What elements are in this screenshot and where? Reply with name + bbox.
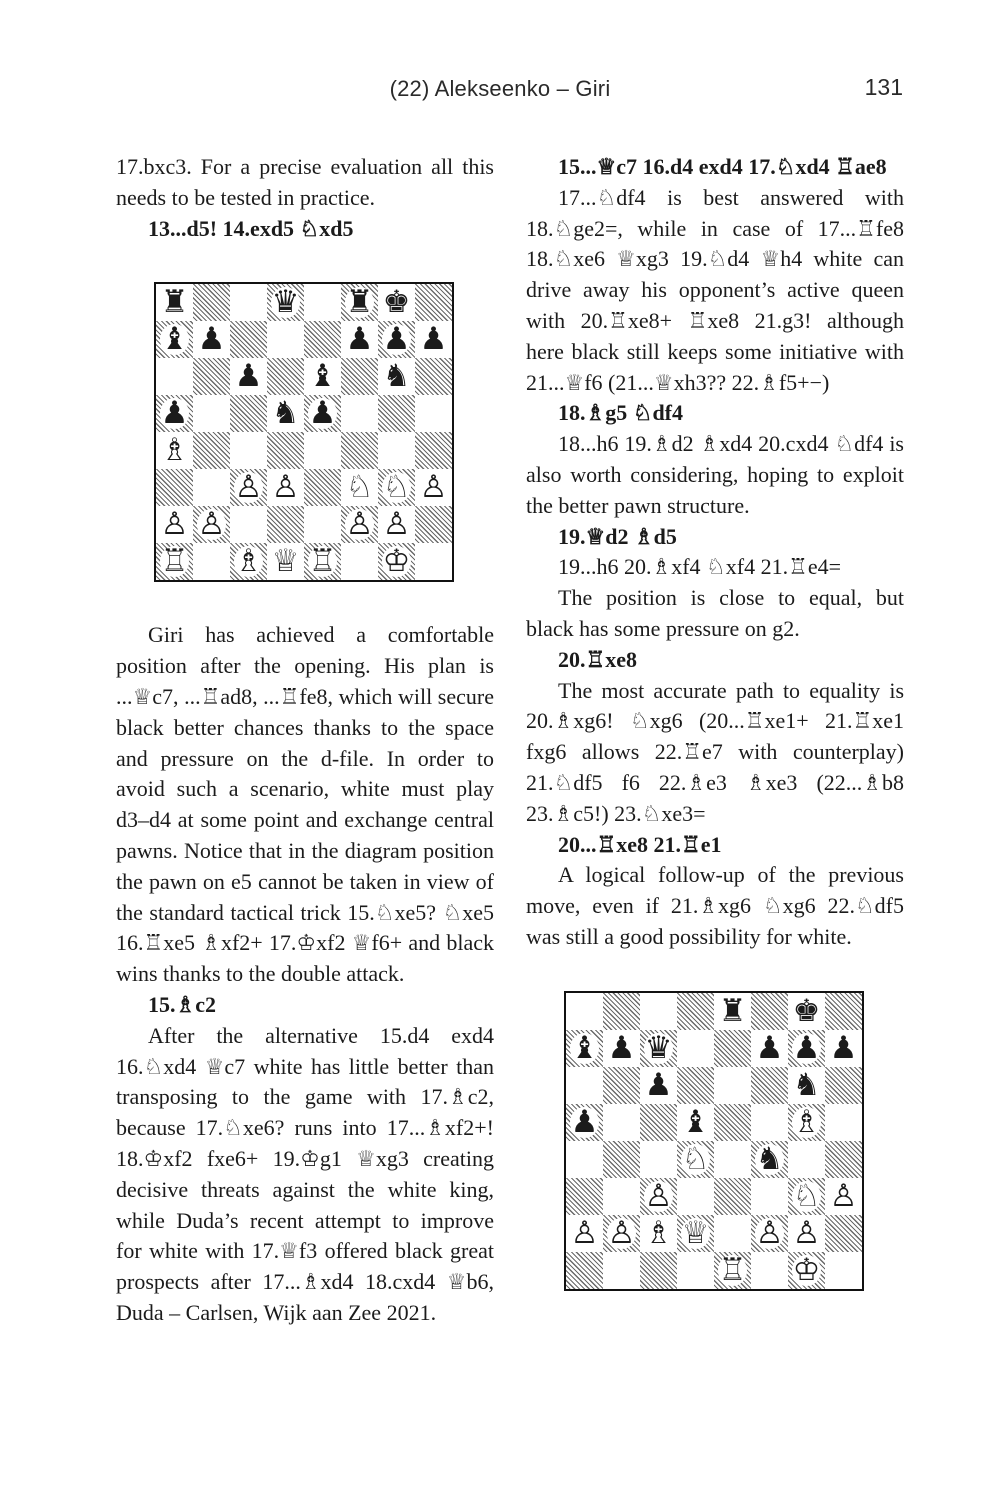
white-pawn-icon: ♙	[419, 469, 448, 506]
square-a2	[156, 506, 193, 543]
black-pawn-icon: ♟	[644, 1066, 673, 1103]
square-f2	[341, 506, 378, 543]
square-d3	[267, 469, 304, 506]
white-queen-icon: ♕	[271, 543, 300, 580]
black-knight-icon: ♞	[755, 1140, 784, 1177]
square-f4	[341, 432, 378, 469]
square-a2	[566, 1215, 603, 1252]
white-pawn-icon: ♙	[160, 506, 189, 543]
white-bishop-icon: ♗	[792, 1103, 821, 1140]
square-c6	[230, 358, 267, 395]
white-pawn-icon: ♙	[607, 1214, 636, 1251]
square-b3	[193, 469, 230, 506]
square-d3	[677, 1178, 714, 1215]
square-f5	[751, 1104, 788, 1141]
white-knight-icon: ♘	[345, 469, 374, 506]
square-g8	[788, 993, 825, 1030]
black-bishop-icon: ♝	[160, 321, 189, 358]
square-d6	[677, 1067, 714, 1104]
paragraph: 18...h6 19.♗d2 ♗xd4 20.cxd4 ♘df4 is also worth considering, hoping to exploit the better pawn structure.	[526, 431, 904, 518]
white-pawn-icon: ♙	[829, 1177, 858, 1214]
square-b4	[603, 1141, 640, 1178]
black-knight-icon: ♞	[792, 1066, 821, 1103]
white-rook-icon: ♖	[718, 1251, 747, 1288]
square-b5	[603, 1104, 640, 1141]
move-heading: 15.♗c2	[148, 991, 216, 1017]
square-a1	[566, 1252, 603, 1289]
white-pawn-icon: ♙	[792, 1214, 821, 1251]
square-b8	[603, 993, 640, 1030]
square-g5	[788, 1104, 825, 1141]
square-f8	[341, 284, 378, 321]
square-e7	[714, 1030, 751, 1067]
square-d4	[267, 432, 304, 469]
running-header	[0, 74, 1000, 104]
square-g1	[788, 1252, 825, 1289]
move-heading: 13...d5! 14.exd5 ♘xd5	[148, 215, 354, 241]
white-queen-icon: ♕	[681, 1214, 710, 1251]
square-f7	[341, 321, 378, 358]
square-b8	[193, 284, 230, 321]
black-pawn-icon: ♟	[755, 1029, 784, 1066]
white-king-icon: ♔	[792, 1251, 821, 1288]
black-pawn-icon: ♟	[419, 321, 448, 358]
white-bishop-icon: ♗	[644, 1214, 673, 1251]
black-pawn-icon: ♟	[570, 1103, 599, 1140]
white-king-icon: ♔	[382, 543, 411, 580]
square-f3	[751, 1178, 788, 1215]
black-bishop-icon: ♝	[681, 1103, 710, 1140]
square-h6	[415, 358, 452, 395]
square-g4	[788, 1141, 825, 1178]
right-column	[526, 152, 904, 1291]
square-b2	[193, 506, 230, 543]
square-d1	[267, 543, 304, 580]
square-c4	[640, 1141, 677, 1178]
square-a8	[156, 284, 193, 321]
square-g2	[788, 1215, 825, 1252]
square-e5	[714, 1104, 751, 1141]
white-pawn-icon: ♙	[345, 506, 374, 543]
white-pawn-icon: ♙	[382, 506, 411, 543]
square-e3	[714, 1178, 751, 1215]
paragraph: A logical follow-up of the previous move, even if 21.♗xg6 ♘xg6 22.♘df5 was still a good possibility for white.	[526, 862, 904, 949]
black-knight-icon: ♞	[382, 358, 411, 395]
square-d2	[267, 506, 304, 543]
chess-board	[154, 282, 454, 582]
square-d8	[267, 284, 304, 321]
square-c5	[640, 1104, 677, 1141]
square-d7	[677, 1030, 714, 1067]
square-e8	[714, 993, 751, 1030]
paragraph: 17...♘df4 is best answered with 18.♘ge2=, while in case of 17...♖fe8 18.♘xe6 ♕xg3 19.♘d4 ♕h4 white can drive away his opponent’s active queen with 20.♖xe8+ ♖xe8 21.g3! although here black still keeps some initiative with 21...♕f6 (21...♕xh3?? 22.♗f5+−)	[526, 184, 904, 395]
square-a7	[156, 321, 193, 358]
square-g4	[378, 432, 415, 469]
square-d4	[677, 1141, 714, 1178]
square-g7	[788, 1030, 825, 1067]
square-g3	[378, 469, 415, 506]
square-g6	[378, 358, 415, 395]
left-column	[116, 152, 494, 1329]
running-title: (22) Alekseenko – Giri	[389, 76, 611, 101]
square-b1	[603, 1252, 640, 1289]
white-pawn-icon: ♙	[755, 1214, 784, 1251]
square-e5	[304, 395, 341, 432]
square-d6	[267, 358, 304, 395]
square-c2	[230, 506, 267, 543]
square-e6	[304, 358, 341, 395]
square-h8	[415, 284, 452, 321]
square-e4	[304, 432, 341, 469]
black-rook-icon: ♜	[345, 284, 374, 321]
white-bishop-icon: ♗	[160, 432, 189, 469]
square-g5	[378, 395, 415, 432]
white-rook-icon: ♖	[160, 543, 189, 580]
square-h7	[825, 1030, 862, 1067]
square-h4	[415, 432, 452, 469]
black-pawn-icon: ♟	[197, 321, 226, 358]
square-d8	[677, 993, 714, 1030]
black-knight-icon: ♞	[271, 395, 300, 432]
paragraph: After the alternative 15.d4 exd4 16.♘xd4 ♕c7 white has little better than transposing to the game with 17.♗c2, because 17.♘xe6? runs into 17...♗xf2+! 18.♔xf2 fxe6+ 19.♔g1 ♕xg3 creating decisive threats against the white king, while Duda’s recent attempt to improve for white with 17.♕f3 offered black great prospects after 17...♗xd4 18.cxd4 ♕b6, Duda – Carlsen, Wijk aan Zee 2021.	[116, 1022, 494, 1325]
square-h2	[415, 506, 452, 543]
square-g6	[788, 1067, 825, 1104]
square-c3	[230, 469, 267, 506]
square-d7	[267, 321, 304, 358]
square-b6	[193, 358, 230, 395]
square-b2	[603, 1215, 640, 1252]
square-f8	[751, 993, 788, 1030]
paragraph: The most accurate path to equality is 20.♗xg6! ♘xg6 (20...♖xe1+ 21.♖xe1 fxg6 allows 22.♖e7 with counterplay) 21.♘df5 f6 22.♗e3 ♗xe3 (22...♗b8 23.♗c5!) 23.♘xe3=	[526, 677, 904, 826]
square-g3	[788, 1178, 825, 1215]
square-f7	[751, 1030, 788, 1067]
square-c8	[230, 284, 267, 321]
square-a6	[156, 358, 193, 395]
black-pawn-icon: ♟	[160, 395, 189, 432]
square-h1	[825, 1252, 862, 1289]
paragraph: 17.bxc3. For a precise evaluation all this needs to be tested in practice.	[116, 154, 494, 210]
square-a1	[156, 543, 193, 580]
square-e3	[304, 469, 341, 506]
square-b1	[193, 543, 230, 580]
chess-diagram	[564, 991, 904, 1291]
black-bishop-icon: ♝	[570, 1029, 599, 1066]
black-queen-icon: ♛	[644, 1029, 673, 1066]
square-c5	[230, 395, 267, 432]
square-d5	[677, 1104, 714, 1141]
square-c1	[640, 1252, 677, 1289]
square-f3	[341, 469, 378, 506]
square-e2	[304, 506, 341, 543]
square-c7	[230, 321, 267, 358]
square-f4	[751, 1141, 788, 1178]
black-bishop-icon: ♝	[308, 358, 337, 395]
square-g1	[378, 543, 415, 580]
square-g7	[378, 321, 415, 358]
square-b3	[603, 1178, 640, 1215]
square-e7	[304, 321, 341, 358]
move-heading: 20.♖xe8	[558, 646, 637, 672]
square-d1	[677, 1252, 714, 1289]
black-pawn-icon: ♟	[308, 395, 337, 432]
square-c2	[640, 1215, 677, 1252]
square-h1	[415, 543, 452, 580]
square-a5	[566, 1104, 603, 1141]
square-g8	[378, 284, 415, 321]
square-f1	[751, 1252, 788, 1289]
square-a6	[566, 1067, 603, 1104]
chess-board	[564, 991, 864, 1291]
square-h4	[825, 1141, 862, 1178]
black-pawn-icon: ♟	[607, 1029, 636, 1066]
black-king-icon: ♚	[792, 992, 821, 1029]
white-pawn-icon: ♙	[197, 506, 226, 543]
move-heading: 19.♕d2 ♗d5	[558, 523, 677, 549]
white-pawn-icon: ♙	[570, 1214, 599, 1251]
square-b5	[193, 395, 230, 432]
square-c1	[230, 543, 267, 580]
square-b7	[603, 1030, 640, 1067]
square-a3	[156, 469, 193, 506]
square-h5	[415, 395, 452, 432]
square-d2	[677, 1215, 714, 1252]
move-heading: 15...♕c7 16.d4 exd4 17.♘xd4 ♖ae8	[558, 154, 887, 179]
square-f1	[341, 543, 378, 580]
square-f2	[751, 1215, 788, 1252]
black-queen-icon: ♛	[271, 284, 300, 321]
paragraph: Giri has achieved a comfortable position after the opening. His plan is ...♕c7, ...♖ad8, ...♖fe8, which will secure black better chances thanks to the space and pressure on the d-file. In order to avoid such a scenario, white must play d3–d4 at some point and exchange central pawns. Notice that in the diagram position the pawn on e5 cannot be taken in view of the standard tactical trick 15.♘xe5? ♘xe5 16.♖xe5 ♗xf2+ 17.♔xf2 ♕f6+ and black wins thanks to the double attack.	[116, 622, 494, 987]
square-c4	[230, 432, 267, 469]
square-f6	[751, 1067, 788, 1104]
square-c3	[640, 1178, 677, 1215]
square-c6	[640, 1067, 677, 1104]
square-h2	[825, 1215, 862, 1252]
square-e4	[714, 1141, 751, 1178]
square-a8	[566, 993, 603, 1030]
square-f5	[341, 395, 378, 432]
black-pawn-icon: ♟	[792, 1029, 821, 1066]
square-e6	[714, 1067, 751, 1104]
square-h3	[825, 1178, 862, 1215]
black-king-icon: ♚	[382, 284, 411, 321]
paragraph: 19...h6 20.♗xf4 ♘xf4 21.♖e4=	[558, 554, 841, 580]
square-c8	[640, 993, 677, 1030]
white-knight-icon: ♘	[382, 469, 411, 506]
square-e2	[714, 1215, 751, 1252]
black-pawn-icon: ♟	[829, 1029, 858, 1066]
black-rook-icon: ♜	[160, 284, 189, 321]
square-e1	[714, 1252, 751, 1289]
square-b6	[603, 1067, 640, 1104]
move-heading: 18.♗g5 ♘df4	[558, 400, 684, 426]
square-h8	[825, 993, 862, 1030]
square-a4	[156, 432, 193, 469]
square-h5	[825, 1104, 862, 1141]
white-pawn-icon: ♙	[234, 469, 263, 506]
square-f6	[341, 358, 378, 395]
square-b7	[193, 321, 230, 358]
square-e8	[304, 284, 341, 321]
page-number: 131	[864, 74, 903, 100]
square-e1	[304, 543, 341, 580]
square-d5	[267, 395, 304, 432]
square-a5	[156, 395, 193, 432]
white-knight-icon: ♘	[792, 1177, 821, 1214]
square-h7	[415, 321, 452, 358]
white-pawn-icon: ♙	[271, 469, 300, 506]
black-pawn-icon: ♟	[382, 321, 411, 358]
square-b4	[193, 432, 230, 469]
white-pawn-icon: ♙	[644, 1177, 673, 1214]
square-g2	[378, 506, 415, 543]
square-h6	[825, 1067, 862, 1104]
square-h3	[415, 469, 452, 506]
move-heading: 20...♖xe8 21.♖e1	[558, 831, 722, 857]
white-bishop-icon: ♗	[234, 543, 263, 580]
square-a4	[566, 1141, 603, 1178]
square-a3	[566, 1178, 603, 1215]
chess-diagram	[154, 282, 494, 582]
black-rook-icon: ♜	[718, 992, 747, 1029]
black-pawn-icon: ♟	[345, 321, 374, 358]
white-knight-icon: ♘	[681, 1140, 710, 1177]
black-pawn-icon: ♟	[234, 358, 263, 395]
paragraph: The position is close to equal, but black has some pressure on g2.	[526, 585, 904, 641]
white-rook-icon: ♖	[308, 543, 337, 580]
square-c7	[640, 1030, 677, 1067]
square-a7	[566, 1030, 603, 1067]
